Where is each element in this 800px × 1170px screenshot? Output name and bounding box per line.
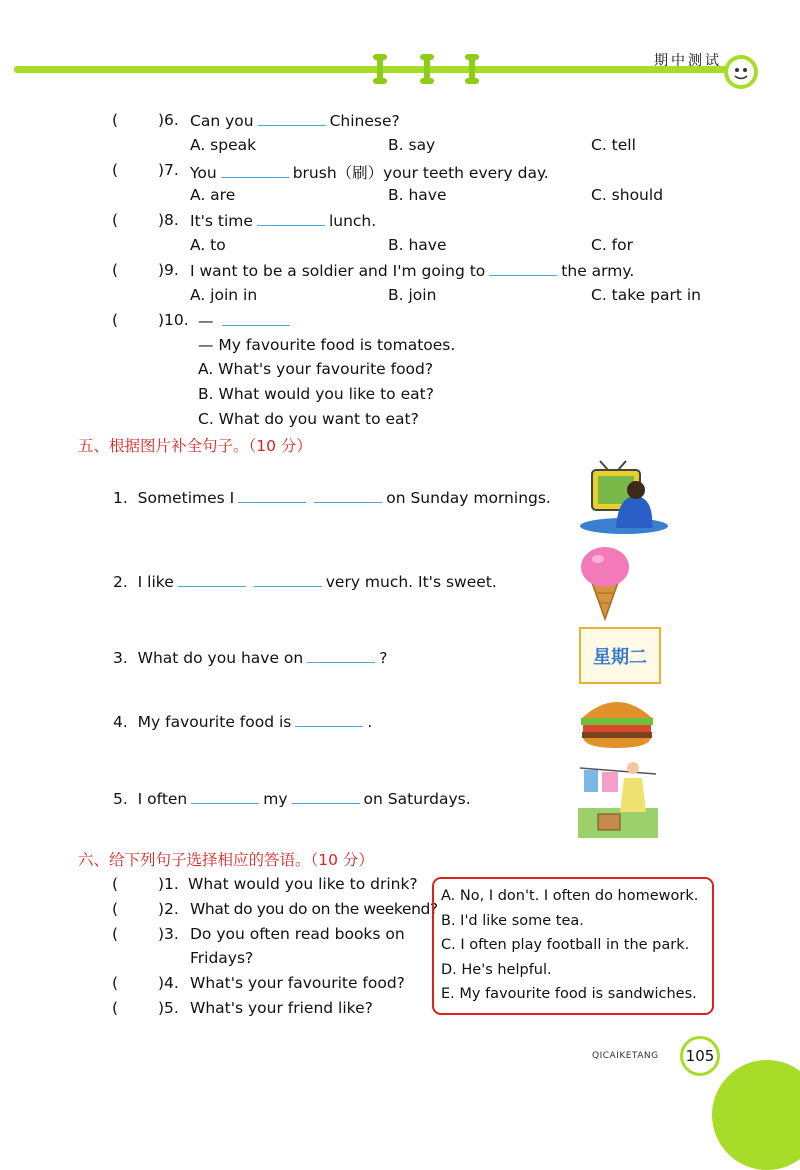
option-c: C. tell [591,136,636,154]
answer-option-a: A. No, I don't. I often do homework. [441,888,699,904]
picture-sentence-5: 5. I often my on Saturdays. [113,790,471,808]
binder-pin [469,54,475,84]
section-5-title: 五、根据图片补全句子。（10 分） [78,437,312,455]
blank[interactable] [257,211,325,226]
answer-paren[interactable]: ( [112,111,119,129]
question-text: What do you do on the weekend? [190,900,438,918]
option-c: C. What do you want to eat? [198,410,419,428]
dialog-line-1: — [198,311,294,330]
picture-sentence-4: 4. My favourite food is . [113,713,373,731]
page-number-badge [680,1036,720,1076]
answer-option-b: B. I'd like some tea. [441,913,584,929]
option-b: B. join [388,286,437,304]
blank[interactable] [191,789,259,804]
blank[interactable] [254,572,322,587]
blank[interactable] [489,261,557,276]
calendar-card [579,627,661,684]
binder-pin [424,54,430,84]
blank[interactable] [307,648,375,663]
option-b: B. What would you like to eat? [198,385,434,403]
picture-sentence-1: 1. Sometimes I on Sunday mornings. [113,489,551,507]
blank[interactable] [178,572,246,587]
question-number: )1. [158,875,179,893]
answer-paren[interactable]: ( [112,974,119,992]
blank[interactable] [222,311,290,326]
question-text: I want to be a soldier and I'm going to the army. [190,262,635,280]
dialog-line-2: — My favourite food is tomatoes. [198,336,456,354]
option-a: A. speak [190,136,257,154]
answer-paren[interactable]: ( [112,211,119,229]
blank[interactable] [292,789,360,804]
footer-brand: QICAIKETANG [592,1051,659,1061]
question-text: You brush（刷）your teeth every day. [190,164,549,182]
corner-decoration [712,1060,800,1170]
section-6-title: 六、给下列句子选择相应的答语。（10 分） [78,851,374,869]
question-text: Do you often read books on [190,925,405,943]
question-number: )5. [158,999,179,1017]
answer-option-e: E. My favourite food is sandwiches. [441,986,697,1002]
question-number: )7. [158,161,179,179]
washing-clothes-picture [578,756,658,838]
blank[interactable] [221,163,289,178]
calendar-day-label: 星期二 [593,647,647,668]
question-text: What's your friend like? [190,999,373,1017]
question-text: Can you Chinese? [190,112,400,130]
question-number: )6. [158,111,179,129]
option-a: A. are [190,186,236,204]
question-number: )4. [158,974,179,992]
answer-paren[interactable]: ( [112,875,119,893]
option-a: A. What's your favourite food? [198,360,434,378]
question-number: )8. [158,211,179,229]
page-number: 105 [685,1047,715,1065]
option-b: B. have [388,186,447,204]
watching-tv-picture [578,460,670,536]
answer-paren[interactable]: ( [112,161,119,179]
mascot-icon [724,55,758,89]
binder-pin [377,54,383,84]
question-number: )10. [158,311,189,329]
question-number: )9. [158,261,179,279]
answer-option-d: D. He's helpful. [441,962,552,978]
picture-sentence-3: 3. What do you have on ? [113,649,388,667]
answer-paren[interactable]: ( [112,925,119,943]
blank[interactable] [258,111,326,126]
option-b: B. have [388,236,447,254]
picture-sentence-2: 2. I like very much. It's sweet. [113,573,497,591]
question-text: It's time lunch. [190,212,377,230]
question-text-continued: Fridays? [190,949,254,967]
option-a: A. to [190,236,226,254]
ice-cream-picture [578,543,633,621]
blank[interactable] [295,712,363,727]
answer-paren[interactable]: ( [112,311,119,329]
option-b: B. say [388,136,436,154]
blank[interactable] [238,488,306,503]
answer-paren[interactable]: ( [112,261,119,279]
question-number: )2. [158,900,179,918]
hamburger-picture [578,692,656,750]
question-number: )3. [158,925,179,943]
question-text: What would you like to drink? [188,875,418,893]
header-title: 期中测试 [654,53,722,69]
answer-paren[interactable]: ( [112,900,119,918]
question-text: What's your favourite food? [190,974,405,992]
answer-paren[interactable]: ( [112,999,119,1017]
answer-option-c: C. I often play football in the park. [441,937,690,953]
option-c: C. should [591,186,664,204]
blank[interactable] [314,488,382,503]
option-c: C. for [591,236,633,254]
option-a: A. join in [190,286,258,304]
option-c: C. take part in [591,286,701,304]
